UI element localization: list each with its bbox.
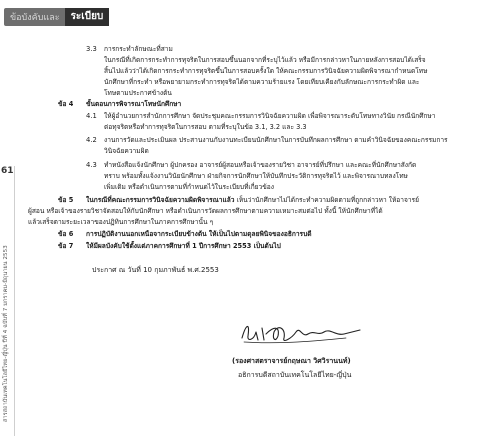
item-4-3-line: เพิ่มเติม หรือดำเนินการตามที่กำหนดไว้ในระเบียบที่เกี่ยวข้อง — [104, 183, 274, 191]
sidebar-journal-title: สารสถาบันเทคโนโลยีไทย-ญี่ปุ่น ปีที่ 4 ฉบับที่ 7 มกราคม-มิถุนายน 2553 — [3, 245, 9, 422]
item-3-3-line: ในกรณีที่เกิดการกระทำการทุจริตในการสอบขึ้นนอกจากที่ระบุไว้แล้ว หรือมีการกล่าวหาในภายหลังการสอบได้เสร็จ — [104, 56, 426, 64]
announcement-date: ประกาศ ณ วันที่ 10 กุมภาพันธ์ พ.ศ.2553 — [92, 266, 219, 274]
signatory-title: อธิการบดีสถาบันเทคโนโลยีไทย-ญี่ปุ่น — [238, 371, 352, 379]
item-4-2-line: งานการวัดและประเมินผล ประสานงานกับงานทะเบียนนักศึกษาในการบันทึกผลการศึกษา ตามคำวินิจฉัยของคณะกรรมการ — [104, 136, 448, 144]
item-4-1-line: ต่อทุจริตหรือทำการทุจริตในการสอบ ตามที่ระบุในข้อ 3.1, 3.2 และ 3.3 — [104, 123, 307, 131]
article-6-text: การปฏิบัติงานนอกเหนือจากระเบียบข้างต้น ให้เป็นไปตามดุลยพินิจของอธิการบดี — [86, 230, 312, 238]
article-5-label: ข้อ 5 — [58, 196, 74, 204]
article-4-label: ข้อ 4 — [58, 100, 74, 108]
item-4-1-number: 4.1 — [86, 112, 97, 120]
article-5-line: ผู้สอน หรือเจ้าของรายวิชาจัดสอบให้กับนักศึกษา หรือดำเนินการวัดผลการศึกษาตามความเหมาะสมต่อไป ทั้งนี้ ให้นักศึกษาที่ได้ — [28, 207, 383, 215]
item-4-2-line: วินิจฉัยความผิด — [104, 147, 149, 155]
article-5-line — [86, 195, 458, 206]
article-7-text: ให้มีผลบังคับใช้ตั้งแต่ภาคการศึกษาที่ 1 ปีการศึกษา 2553 เป็นต้นไป — [86, 242, 281, 250]
article-5-line: แล้วเสร็จตามระยะเวลาของปฏิทินการศึกษาในภาคการศึกษานั้น ๆ — [28, 218, 214, 226]
item-3-3-line: โทษตามประกาศข้างต้น — [104, 89, 172, 97]
item-3-3-number: 3.3 — [86, 45, 97, 53]
item-4-3-line: ทำหนังสือแจ้งนักศึกษา ผู้ปกครอง อาจารย์ผู้สอนหรือเจ้าของรายวิชา อาจารย์ที่ปรึกษา และคณะที่นักศึกษาสังกัด — [104, 161, 417, 169]
item-3-3-line: สิ้นไปแล้วว่าได้เกิดการกระทำการทุจริตขึ้นในการสอบครั้งใด ให้คณะกรรมการวินิจฉัยความผิดพิจารณากำหนดโทษ — [104, 67, 428, 75]
page-number: 61 — [1, 166, 14, 176]
signature — [236, 318, 366, 346]
article-5-rest: เห็นว่านักศึกษาไม่ได้กระทำความผิดตามที่ถูกกล่าวหา ให้อาจารย์ — [234, 196, 419, 204]
sidebar — [0, 166, 14, 436]
item-3-3-heading: การกระทำลักษณะที่สาม — [104, 45, 173, 53]
sidebar-divider — [14, 166, 15, 436]
header-section-title: ระเบียบ — [65, 8, 110, 26]
item-4-2-number: 4.2 — [86, 136, 97, 144]
article-7-label: ข้อ 7 — [58, 242, 74, 250]
item-4-3-line: ทราบ พร้อมทั้งแจ้งงานวินัยนักศึกษา ฝ่ายกิจการนักศึกษาให้บันทึกประวัติการทุจริตไว้ และพิจารณาบทลงโทษ — [104, 172, 408, 180]
item-4-1-line: ให้ผู้อำนวยการสำนักการศึกษา จัดประชุมคณะกรรมการวินิจฉัยความผิด เพื่อพิจารณาระดับโทษทางวินัย กรณีนักศึกษา — [104, 112, 436, 120]
item-3-3-line: นักศึกษาที่กระทำ หรือพยายามกระทำการทุจริตได้ตามความร้ายแรง โดยเทียบเคียงกับลักษณะการกระทำผิด และ — [104, 78, 420, 86]
header-category: ข้อบังคับและ — [10, 13, 60, 23]
item-4-3-number: 4.3 — [86, 161, 97, 169]
header-section-tab — [4, 8, 109, 26]
article-5-lead: ในกรณีที่คณะกรรมการวินิจฉัยความผิดพิจารณาแล้ว — [86, 196, 235, 204]
signatory-name: (รองศาสตราจารย์กฤษณา วิศวิรานนท์) — [232, 357, 351, 365]
article-6-label: ข้อ 6 — [58, 230, 74, 238]
article-4-title: ขั้นตอนการพิจารณาโทษนักศึกษา — [86, 100, 182, 108]
